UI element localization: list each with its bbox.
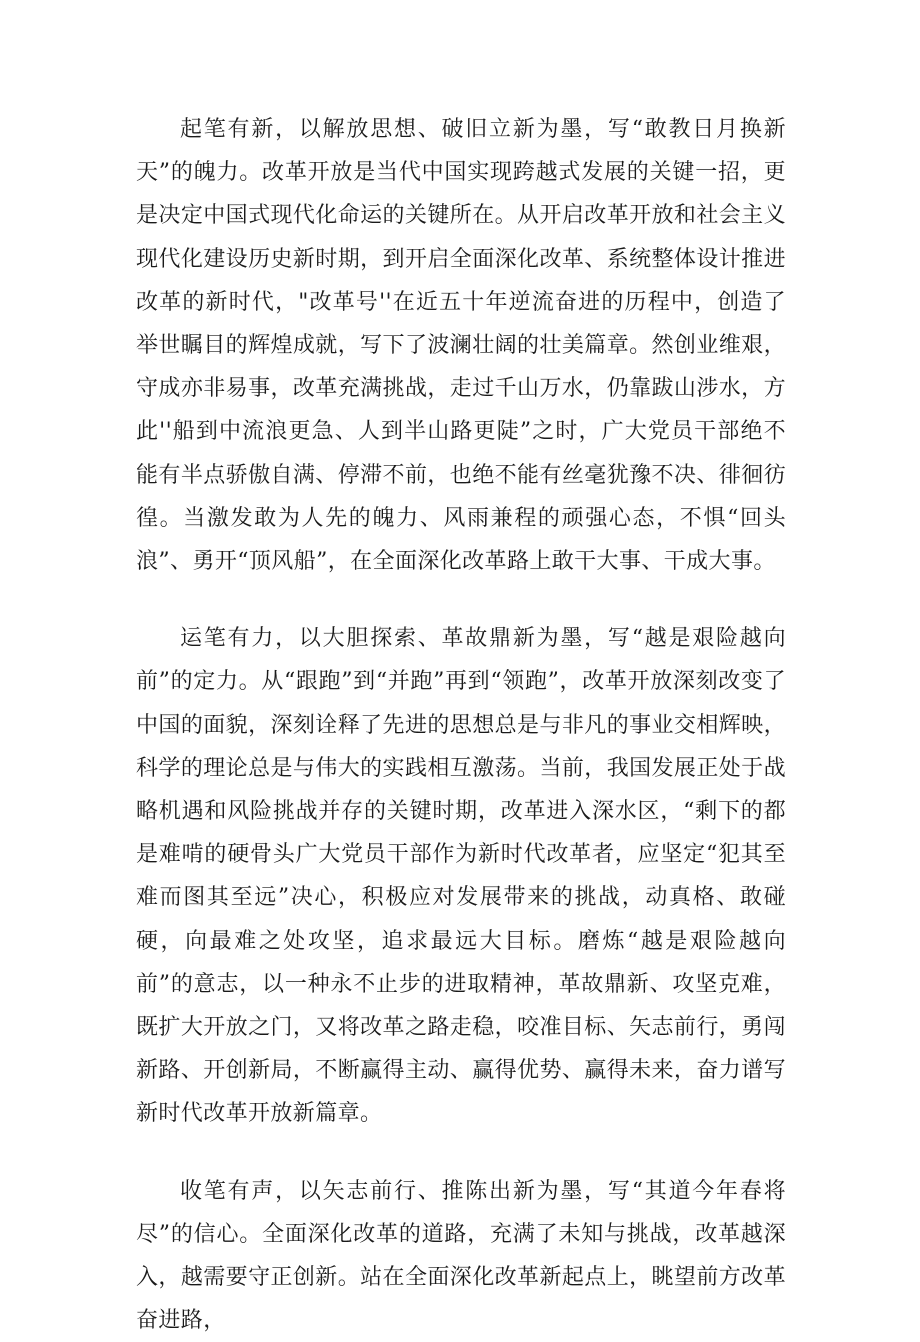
paragraph-2: 运笔有力，以大胆探索、革故鼎新为墨，写“越是艰险越向前”的定力。从“跟跑”到“并跑”再到“领跑”，改革开放深刻改变了中国的面貌，深刻诠释了先进的思想总是与非凡的事业交相辉映，科学的理论总是与伟大的实践相互激荡。当前，我国发展正处于战略机遇和风险挑战并存的关键时期，改革进入深水区，“剩下的都是难啃的硬骨头广大党员干部作为新时代改革者，应坚定“犯其至难而图其至远”决心，积极应对发展带来的挑战，动真格、敢碰硬，向最难之处攻坚，追求最远大目标。磨炼“越是艰险越向前”的意志，以一种永不止步的进取精神，革故鼎新、攻坚克难，既扩大开放之门，又将改革之路走稳，咬准目标、矢志前行，勇闯新路、开创新局，不断赢得主动、赢得优势、赢得未来，奋力谱写新时代改革开放新篇章。 [136, 626, 786, 1127]
paragraph-1: 起笔有新，以解放思想、破旧立新为墨，写“敢教日月换新天”的魄力。改革开放是当代中国实现跨越式发展的关键一招，更是决定中国式现代化命运的关键所在。从开启改革开放和社会主义现代化建设历史新时期，到开启全面深化改革、系统整体设计推进改革的新时代，"改革号''在近五十年逆流奋进的历程中，创造了举世瞩目的辉煌成就，写下了波澜壮阔的壮美篇章。然创业维艰，守成亦非易事，改革充满挑战，走过千山万水，仍靠跋山涉水，方此''船到中流浪更急、人到半山路更陡”之时，广大党员干部绝不能有半点骄傲自满、停滞不前，也绝不能有丝毫犹豫不决、徘徊彷徨。当激发敢为人先的魄力、风雨兼程的顽强心态，不惧“回头浪”、勇开“顶风船”，在全面深化改革路上敢干大事、干成大事。 [136, 117, 786, 575]
paragraph-3: 收笔有声，以矢志前行、推陈出新为墨，写“其道今年春将尽”的信心。全面深化改革的道路，充满了未知与挑战，改革越深入，越需要守正创新。站在全面深化改革新起点上，眺望前方改革奋进路， [136, 1178, 786, 1334]
document-body [136, 108, 786, 1342]
